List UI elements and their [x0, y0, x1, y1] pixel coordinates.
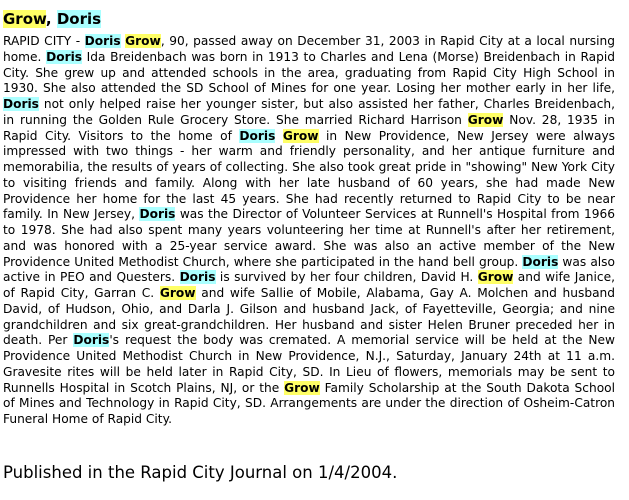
highlight-surname: Grow — [467, 112, 504, 127]
body-text-run: and wife Sallie of Mobile, Alabama, Gay A. Molchen and husband David, of Hudson, Ohio, and Darla J. Gilson and husband Jack, of Fayetteville, Georgia; and nine grandchildren and six great-grandchildren. Her husband and sister Helen Bruner preceded her in death. Per — [3, 286, 616, 348]
heading-separator: , — [45, 10, 57, 28]
publication-note: Published in the Rapid City Journal on 1/4/2004. — [3, 463, 398, 482]
highlight-surname: Grow — [477, 270, 514, 285]
body-text-run: 's request the body was cremated. A memorial service will be held at the New Providence United Methodist Church in New Providence, N.J., Saturday, January 24th at 11 a.m. Gravesite rites will be held later in Rapid City, SD. In Lieu of flowers, memorials may be sent to Runnells Hospital in Scotch Plains, NJ, or the — [3, 333, 615, 395]
highlight-given-name: Doris — [522, 254, 559, 269]
highlight-given-name: Doris — [179, 270, 216, 285]
body-text-run: , 90, passed away on December 31, 2003 in Rapid City at a local nursing home. — [3, 34, 616, 64]
highlight-given-name: Doris — [3, 97, 39, 111]
obituary-body — [3, 34, 615, 428]
highlight-surname: Grow — [159, 286, 196, 300]
highlight-given-name: Doris — [139, 207, 176, 222]
body-text-run: was the Director of Volunteer Services at Runnell's Hospital from 1966 to 1978. She had also spent many years volunteering her time at Runnell's after her retirement, and was honored with a 25-year service award. She was also an active member of the New Providence United Methodist Church, where she participated in the hand bell group. — [3, 207, 615, 269]
body-text-run: RAPID CITY - — [3, 34, 85, 48]
body-text-run: Ida Breidenbach was born in 1913 to Charles and Lena (Morse) Breidenbach in Rapid City. She grew up and attended schools in the area, graduating from Rapid City High School in 1930. She also attended the SD School of Mines for one year. Losing her mother early in her life, — [3, 49, 615, 96]
highlight-given-name: Doris — [84, 34, 121, 48]
heading-surname: Grow — [3, 10, 46, 28]
body-text-run: was also active in PEO and Questers. — [3, 254, 615, 285]
highlight-given-name: Doris — [239, 128, 276, 143]
body-text-run: in New Providence, New Jersey were always impressed with two things - her warm and friendly personality, and her antique furniture and memorabilia, the results of years of collecting. She also took great pride in "showing" New York City to visiting friends and family. Along with her late husband of 60 years, she had made New Providence her home for the last 45 years. She had recently returned to Rapid City to be near family. In New Jersey, — [3, 128, 616, 222]
body-text-run — [275, 129, 283, 143]
highlight-surname: Grow — [125, 34, 161, 48]
body-text-run: not only helped raise her younger sister, but also assisted her father, Charles Breidenbach, in running the Golden Rule Grocery Store. She married Richard Harrison — [3, 97, 615, 127]
body-text-run: is survived by her four children, David H. — [215, 270, 478, 285]
obituary-heading — [3, 10, 101, 29]
highlight-given-name: Doris — [46, 49, 83, 64]
body-text-run: and wife Janice, of Rapid City, Garran C. — [3, 270, 615, 300]
highlight-surname: Grow — [284, 380, 320, 395]
highlight-surname: Grow — [282, 128, 319, 143]
body-text-run: Family Scholarship at the South Dakota School of Mines and Technology in Rapid City, SD. Arrangements are under the direction of Osheim-Catron Funeral Home of Rapid City. — [3, 380, 616, 426]
highlight-given-name: Doris — [73, 333, 110, 348]
heading-given-name: Doris — [56, 10, 102, 28]
body-text-run: Nov. 28, 1935 in Rapid City. Visitors to the home of — [3, 112, 616, 143]
